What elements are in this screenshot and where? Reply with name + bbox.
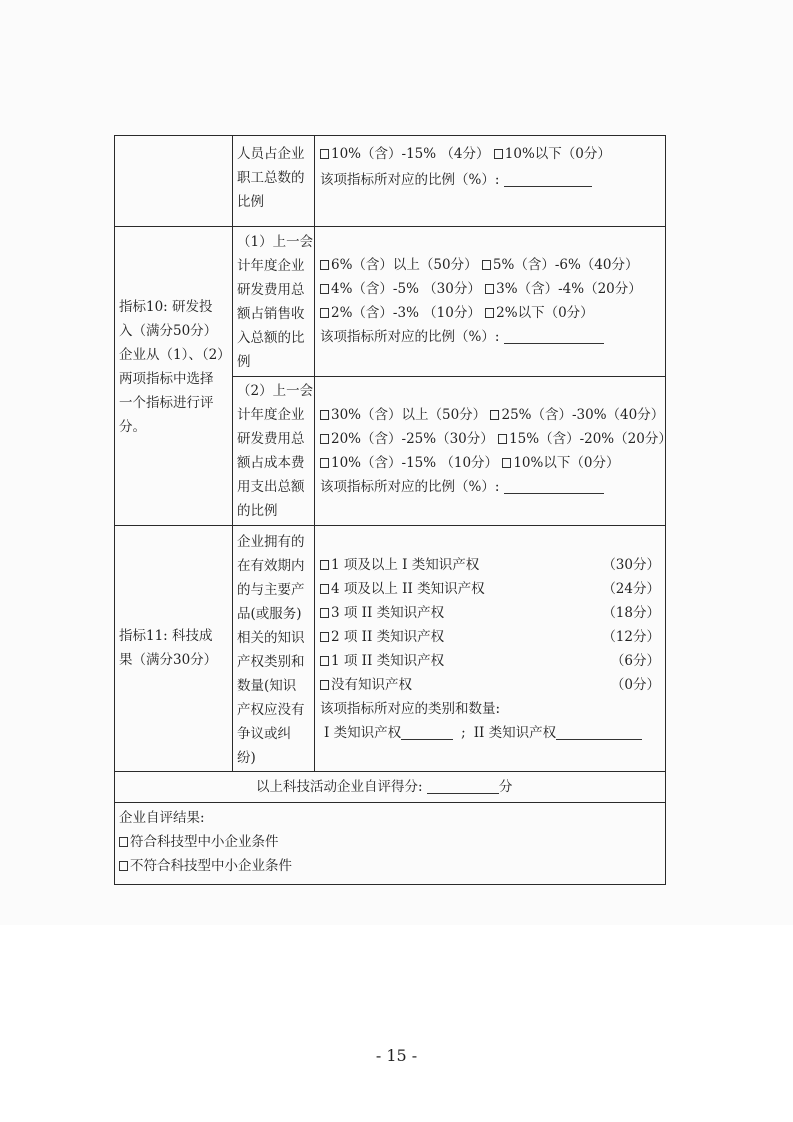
ip-option-points: （24分） <box>602 581 660 597</box>
checkbox[interactable] <box>320 410 329 420</box>
checkbox[interactable] <box>494 149 503 159</box>
sub1-option-row: 4%（含）-5% （30分） 3%（含）-4%（20分） <box>320 277 642 301</box>
row-divider <box>114 771 666 772</box>
ip-option-points: （18分） <box>602 605 660 621</box>
checkbox[interactable] <box>485 284 494 294</box>
evaluation-table <box>114 135 666 885</box>
ip-option: 1 项 II 类知识产权 <box>320 649 444 673</box>
indicator11-title: 指标11: 科技成 果（满分30分） <box>119 628 218 668</box>
checkbox[interactable] <box>320 149 329 159</box>
checkbox[interactable] <box>482 260 491 270</box>
checkbox[interactable] <box>498 434 507 444</box>
sub2-option-row: 10%（含）-15% （10分） 10%以下（0分） <box>320 451 619 475</box>
checkbox[interactable] <box>320 260 329 270</box>
page-number: - 15 - <box>375 1046 418 1065</box>
checkbox[interactable] <box>320 560 329 570</box>
ip-option: 4 项及以上 II 类知识产权 <box>320 577 485 601</box>
ip-option-points: （12分） <box>602 629 660 645</box>
checkbox[interactable] <box>320 680 329 690</box>
sub1-option-row: 2%（含）-3% （10分） 2%以下（0分） <box>320 301 594 325</box>
row1-options: 10%（含）-15% （4分） 10%以下（0分） <box>320 142 611 166</box>
ip-category-fields: I 类知识产权 ; II 类知识产权 <box>324 721 642 745</box>
total-score-line: 以上科技活动企业自评得分: 分 <box>256 779 513 795</box>
sub2-ratio-field: 该项指标所对应的比例（%）: <box>320 475 604 499</box>
result-option: 不符合科技型中小企业条件 <box>119 854 292 878</box>
checkbox[interactable] <box>320 458 329 468</box>
sub1-ratio-field: 该项指标所对应的比例（%）: <box>320 325 604 349</box>
sub2-option-row: 30%（含）以上（50分） 25%（含）-30%（40分） <box>320 403 664 427</box>
sub1-option-row: 6%（含）以上（50分） 5%（含）-6%（40分） <box>320 253 638 277</box>
checkbox[interactable] <box>490 410 499 420</box>
checkbox[interactable] <box>320 284 329 294</box>
row1-ratio-field: 该项指标所对应的比例（%）: <box>320 168 592 192</box>
ip-category-prompt: 该项指标所对应的类别和数量: <box>320 701 501 717</box>
ip-option-points: （30分） <box>602 557 660 573</box>
sub2-option-row: 20%（含）-25%（30分） 15%（含）-20%（20分） <box>320 427 672 451</box>
row1-label: 人员占企业 职工总数的 比例 <box>237 146 305 210</box>
checkbox[interactable] <box>502 458 511 468</box>
checkbox[interactable] <box>320 584 329 594</box>
checkbox[interactable] <box>320 434 329 444</box>
indicator11-label: 企业拥有的 在有效期内 的与主要产 品(或服务) 相关的知识 产权类别和 数量(知识 产权应没有 争议或纠 纷) <box>237 534 305 766</box>
indicator10-sub2-label: （2）上一会 计年度企业 研发费用总 额占成本费 用支出总额 的比例 <box>237 383 314 519</box>
row-divider <box>114 802 666 803</box>
score-input[interactable] <box>427 779 499 794</box>
checkbox[interactable] <box>320 608 329 618</box>
column-divider <box>314 135 315 771</box>
class2-count-input[interactable] <box>556 725 642 740</box>
checkbox[interactable] <box>485 308 494 318</box>
checkbox[interactable] <box>119 861 128 871</box>
column-divider <box>232 135 233 771</box>
result-option: 符合科技型中小企业条件 <box>119 830 279 854</box>
ip-option: 没有知识产权 <box>320 673 412 697</box>
checkbox[interactable] <box>320 656 329 666</box>
ip-option: 2 项 II 类知识产权 <box>320 625 444 649</box>
class1-count-input[interactable] <box>401 725 453 740</box>
ip-option-points: （6分） <box>610 653 660 669</box>
ip-option: 1 项及以上 I 类知识产权 <box>320 553 479 577</box>
checkbox[interactable] <box>320 632 329 642</box>
ratio-input[interactable] <box>504 329 604 344</box>
row-divider <box>232 376 666 377</box>
ratio-input[interactable] <box>504 172 592 187</box>
ratio-input[interactable] <box>504 479 604 494</box>
ip-option: 3 项 II 类知识产权 <box>320 601 444 625</box>
row-divider <box>114 525 666 526</box>
checkbox[interactable] <box>320 308 329 318</box>
indicator10-title: 指标10: 研发投 入（满分50分） 企业从（1）、（2） 两项指标中选择 一个指标进行评 分。 <box>119 299 231 435</box>
result-title: 企业自评结果: <box>119 810 205 826</box>
checkbox[interactable] <box>119 837 128 847</box>
row-divider <box>114 226 666 227</box>
ip-option-points: （0分） <box>610 677 660 693</box>
indicator10-sub1-label: （1）上一会 计年度企业 研发费用总 额占销售收 入总额的比 例 <box>237 234 314 370</box>
